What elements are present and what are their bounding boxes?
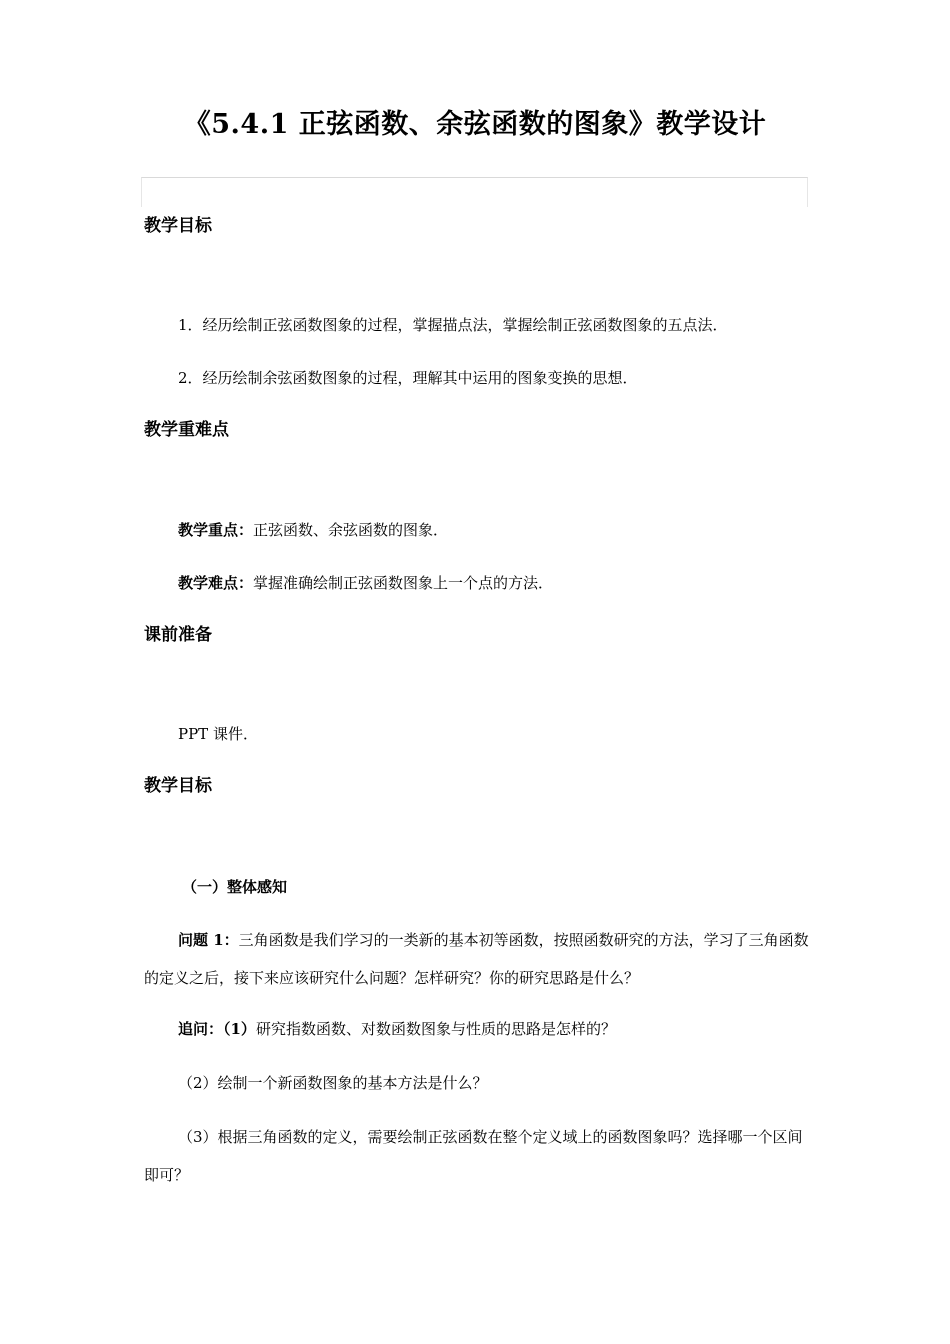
preparation-heading: 课前准备 (144, 625, 212, 645)
process-heading: 教学目标 (144, 776, 212, 796)
followup-1-text: 研究指数函数、对数函数图象与性质的思路是怎样的？ (255, 1020, 616, 1038)
key-difficulty-text: 掌握准确绘制正弦函数图象上一个点的方法． (253, 574, 554, 592)
document-title: 《5.4.1 正弦函数、余弦函数的图象》教学设计 (183, 109, 767, 140)
process-subheading: （一）整体感知 (182, 878, 288, 896)
followup-1 (178, 1019, 616, 1039)
objectives-heading: 教学目标 (144, 216, 212, 236)
key-focus-text: 正弦函数、余弦函数的图象． (253, 521, 449, 539)
key-difficulty-label: 教学难点： (178, 574, 254, 592)
key-focus (178, 520, 448, 540)
followup-3: （3）根据三角函数的定义，需要绘制正弦函数在整个定义域上的函数图象吗？选择哪一个区间即可？ (144, 1128, 803, 1184)
followup-label: 追问：（1） (178, 1020, 256, 1038)
followup-2: （2）绘制一个新函数图象的基本方法是什么？ (178, 1074, 488, 1092)
objective-item-2: 2．经历绘制余弦函数图象的过程，理解其中运用的图象变换的思想． (178, 369, 638, 387)
question-1-text: 三角函数是我们学习的一类新的基本初等函数，按照函数研究的方法，学习了三角函数的定义之后，接下来应该研究什么问题？怎样研究？你的研究思路是什么？ (144, 931, 809, 987)
question-1 (144, 921, 814, 997)
page-frame-line (141, 177, 808, 207)
key-focus-label: 教学重点： (178, 521, 254, 539)
key-difficulty (178, 573, 553, 593)
key-points-heading: 教学重难点 (144, 420, 229, 440)
question-1-label: 问题 1： (178, 931, 239, 949)
preparation-text: PPT 课件． (178, 725, 258, 743)
objective-item-1: 1．经历绘制正弦函数图象的过程，掌握描点法，掌握绘制正弦函数图象的五点法． (178, 316, 728, 334)
